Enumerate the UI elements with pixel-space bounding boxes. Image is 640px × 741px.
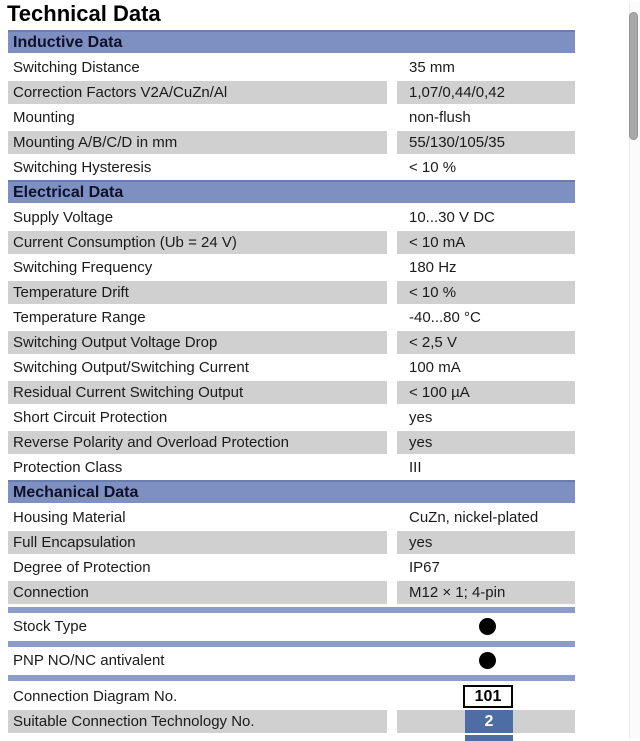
table-section bbox=[8, 180, 575, 480]
column-gap bbox=[387, 506, 397, 529]
section-rows bbox=[8, 505, 575, 605]
section-rows bbox=[8, 205, 575, 480]
table-row bbox=[8, 280, 575, 305]
row-value: 10...30 V DC bbox=[409, 209, 495, 226]
column-gap bbox=[387, 685, 397, 708]
row-label: Suitable Connection Technology No. bbox=[8, 710, 387, 733]
row-value: non-flush bbox=[409, 109, 471, 126]
page-title: Technical Data bbox=[7, 1, 161, 26]
row-value: < 2,5 V bbox=[397, 331, 575, 354]
table-section bbox=[8, 30, 575, 180]
table-row bbox=[8, 80, 575, 105]
reference-row bbox=[8, 683, 575, 709]
row-value: CuZn, nickel-plated bbox=[409, 509, 539, 526]
section-header-label: Mechanical Data bbox=[13, 484, 139, 501]
table-section bbox=[8, 480, 575, 605]
scrollbar-thumb[interactable] bbox=[629, 12, 638, 140]
table-row bbox=[8, 530, 575, 555]
row-label: Connection bbox=[8, 581, 387, 604]
table-row bbox=[8, 380, 575, 405]
row-label: Correction Factors V2A/CuZn/Al bbox=[8, 81, 387, 104]
table-row bbox=[8, 230, 575, 255]
column-gap bbox=[387, 106, 397, 129]
feature-label: Stock Type bbox=[13, 618, 87, 635]
row-label: Temperature Range bbox=[13, 309, 146, 326]
table-row bbox=[8, 55, 575, 80]
section-header-label: Inductive Data bbox=[13, 34, 123, 51]
row-value: 100 mA bbox=[409, 359, 461, 376]
feature-row bbox=[8, 649, 575, 673]
row-value: M12 × 1; 4-pin bbox=[397, 581, 575, 604]
table-row bbox=[8, 105, 575, 130]
column-gap bbox=[387, 581, 397, 604]
row-value: 55/130/105/35 bbox=[397, 131, 575, 154]
column-gap bbox=[387, 381, 397, 404]
column-gap bbox=[387, 156, 397, 179]
row-label: Reverse Polarity and Overload Protection bbox=[8, 431, 387, 454]
row-label: Mounting bbox=[13, 109, 75, 126]
section-separator bbox=[8, 675, 575, 681]
column-gap bbox=[387, 710, 397, 733]
table-row bbox=[8, 580, 575, 605]
row-value: < 10 % bbox=[397, 281, 575, 304]
row-label: Switching Hysteresis bbox=[13, 159, 152, 176]
row-value: < 10 mA bbox=[397, 231, 575, 254]
row-label: Housing Material bbox=[13, 509, 126, 526]
row-label: Full Encapsulation bbox=[8, 531, 387, 554]
column-gap bbox=[387, 206, 397, 229]
row-label: Switching Output/Switching Current bbox=[13, 359, 249, 376]
table-row bbox=[8, 405, 575, 430]
row-label: Current Consumption (Ub = 24 V) bbox=[8, 231, 387, 254]
column-gap bbox=[387, 81, 397, 104]
feature-row bbox=[8, 615, 575, 639]
filled-circle-icon bbox=[479, 652, 496, 669]
row-label: Supply Voltage bbox=[13, 209, 114, 226]
table-row bbox=[8, 355, 575, 380]
table-row bbox=[8, 505, 575, 530]
row-value: < 10 % bbox=[409, 159, 457, 176]
table-row bbox=[8, 130, 575, 155]
column-gap bbox=[387, 231, 397, 254]
table-row bbox=[8, 555, 575, 580]
row-label: Mounting A/B/C/D in mm bbox=[8, 131, 387, 154]
section-header bbox=[8, 180, 575, 203]
column-gap bbox=[387, 406, 397, 429]
datasheet-page bbox=[0, 2, 640, 738]
column-gap bbox=[387, 431, 397, 454]
row-value: -40...80 °C bbox=[409, 309, 481, 326]
table-row bbox=[8, 205, 575, 230]
row-label: Switching Output Voltage Drop bbox=[8, 331, 387, 354]
feature-label: PNP NO/NC antivalent bbox=[13, 652, 165, 669]
column-gap bbox=[387, 281, 397, 304]
section-separator bbox=[8, 607, 575, 613]
row-value: yes bbox=[409, 409, 433, 426]
row-value: 180 Hz bbox=[409, 259, 457, 276]
row-value: 1,07/0,44/0,42 bbox=[397, 81, 575, 104]
column-gap bbox=[387, 306, 397, 329]
reference-number-box: 101 bbox=[463, 685, 513, 708]
table-row bbox=[8, 305, 575, 330]
table-row bbox=[8, 430, 575, 455]
row-label: Degree of Protection bbox=[13, 559, 151, 576]
reference-row bbox=[8, 709, 575, 734]
filled-circle-icon bbox=[479, 618, 496, 635]
row-value: < 100 µA bbox=[397, 381, 575, 404]
data-table bbox=[8, 30, 575, 734]
column-gap bbox=[387, 456, 397, 479]
column-gap bbox=[387, 531, 397, 554]
column-gap bbox=[387, 356, 397, 379]
row-value: yes bbox=[397, 531, 575, 554]
row-value: 35 mm bbox=[409, 59, 455, 76]
section-rows bbox=[8, 55, 575, 180]
row-value: IP67 bbox=[409, 559, 440, 576]
reference-number-box: 2 bbox=[465, 710, 513, 733]
table-row bbox=[8, 455, 575, 480]
row-value: III bbox=[409, 459, 422, 476]
column-gap bbox=[387, 56, 397, 79]
row-label: Temperature Drift bbox=[8, 281, 387, 304]
row-label: Connection Diagram No. bbox=[13, 687, 178, 705]
row-value: yes bbox=[397, 431, 575, 454]
section-separator bbox=[8, 641, 575, 647]
column-gap bbox=[387, 331, 397, 354]
table-row bbox=[8, 155, 575, 180]
column-gap bbox=[387, 256, 397, 279]
table-row bbox=[8, 255, 575, 280]
table-row bbox=[8, 330, 575, 355]
row-label: Residual Current Switching Output bbox=[8, 381, 387, 404]
section-header bbox=[8, 30, 575, 53]
row-label: Switching Distance bbox=[13, 59, 140, 76]
row-label: Protection Class bbox=[13, 459, 123, 476]
section-header bbox=[8, 480, 575, 503]
row-label: Switching Frequency bbox=[13, 259, 153, 276]
section-header-label: Electrical Data bbox=[13, 184, 124, 201]
row-label: Short Circuit Protection bbox=[13, 409, 168, 426]
column-gap bbox=[387, 131, 397, 154]
column-gap bbox=[387, 556, 397, 579]
